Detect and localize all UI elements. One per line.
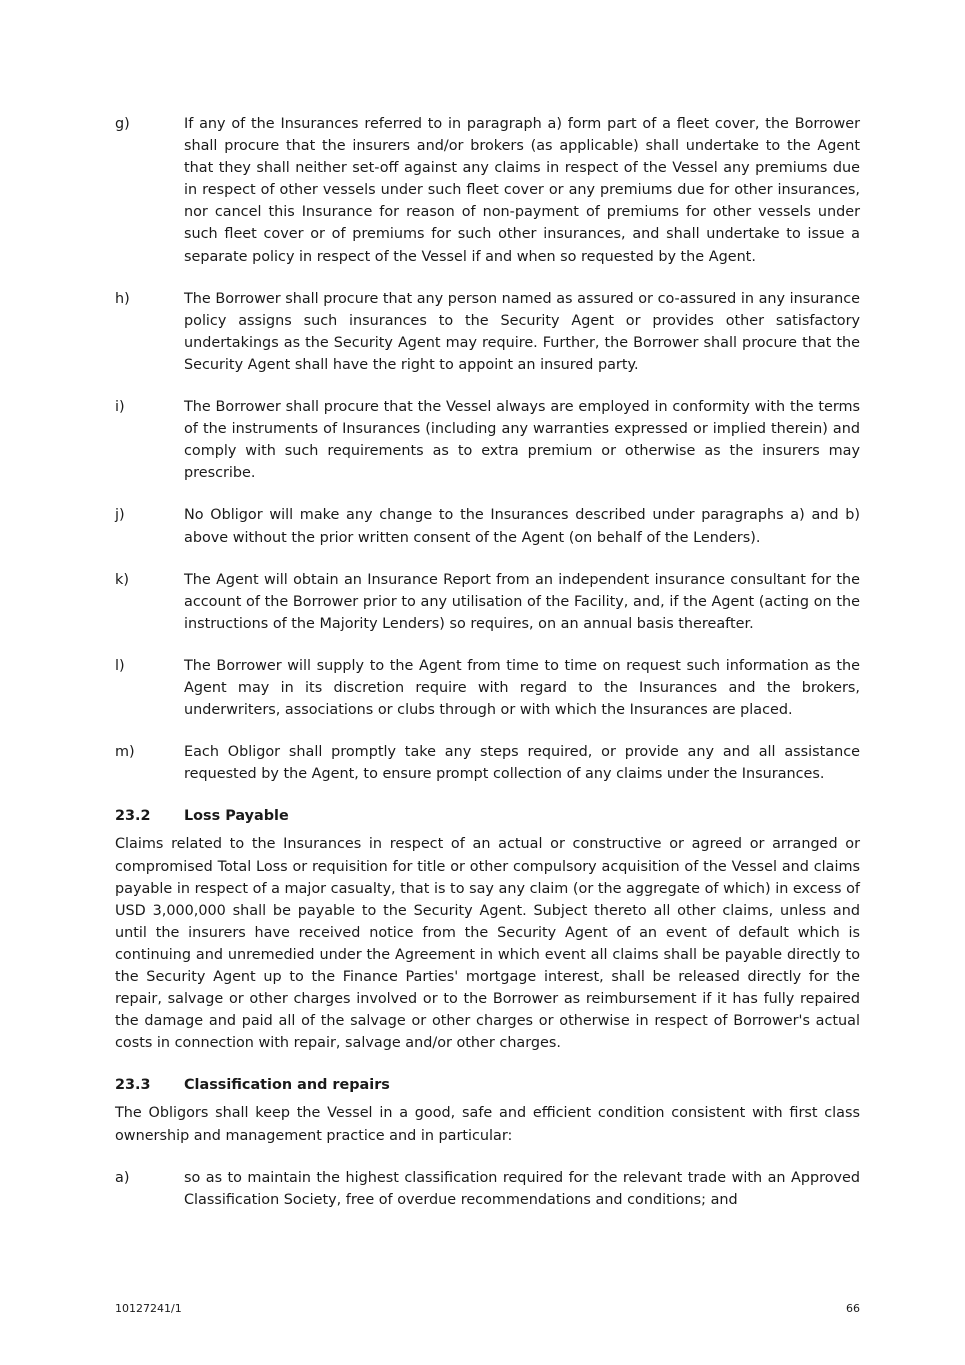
list-item-l [115,655,860,721]
section-body-classification: The Obligors shall keep the Vessel in a good, safe and efficient condition consistent with first class ownership and management practice and in particular: [115,1105,860,1144]
list-text: Each Obligor shall promptly take any steps required, or provide any and all assistance requested by the Agent, to ensure prompt collection of any claims under the Insurances. [184,744,860,783]
section-heading-classification [115,1074,860,1096]
list-label: a) [115,1169,130,1186]
list-label: h) [115,290,130,307]
list-item-a [115,1167,860,1211]
list-text: No Obligor will make any change to the Insurances described under paragraphs a) and b) above without the prior written consent of the Agent (on behalf of the Lenders). [184,507,860,546]
list-label: m) [115,744,135,761]
list-label: j) [115,507,125,524]
list-text: The Agent will obtain an Insurance Report from an independent insurance consultant for the account of the Borrower prior to any utilisation of the Facility, and, if the Agent (acting on the instructions of the Majority Lenders) so requires, on an annual basis thereafter. [184,571,860,632]
list-label: i) [115,399,125,416]
section-title: Classification and repairs [184,1077,390,1094]
list-item-i [115,396,860,484]
list-item-h [115,288,860,376]
list-item-j [115,504,860,548]
section-body-loss-payable: Claims related to the Insurances in respect of an actual or constructive or agreed or arranged or compromised Total Loss or requisition for title or other compulsory acquisition of the Vessel and claims payable in respect of a major casualty, that is to say any claim (or the aggregate of which) in excess of USD 3,000,000 shall be payable to the Security Agent. Subject thereto all other claims, unless and until the insurers have received notice from the Security Agent of an event of default which is continuing and unremedied under the Agreement in which event all claims shall be payable directly to the Security Agent up to the Finance Parties' mortgage interest, shall be released directly for the repair, salvage or other charges involved or to the Borrower as reimbursement if it has fully repaired the damage and paid all of the salvage or other charges or otherwise in respect of Borrower's actual costs in connection with repair, salvage and/or other charges. [115,836,860,1052]
list-text: If any of the Insurances referred to in paragraph a) form part of a fleet cover, the Borrower shall procure that the insurers and/or brokers (as applicable) shall undertake to the Agent that they shall neither set-off against any claims in respect of the Vessel any premiums due in respect of other vessels under such fleet cover or any premiums due for other insurances, nor cancel this Insurance for reason of non-payment of premiums for other vessels under such fleet cover or of premiums for such other insurances, and shall undertake to issue a separate policy in respect of the Vessel if and when so requested by the Agent. [184,116,860,265]
list-label: g) [115,116,130,132]
list-item-k [115,569,860,635]
list-label: l) [115,657,125,674]
section-number: 23.3 [115,1077,151,1094]
list-item-g [115,113,860,268]
footer-doc-ref: 10127241/1 [115,1302,182,1315]
list-text: The Borrower shall procure that the Vessel always are employed in conformity with the terms of the instruments of Insurances (including any warranties expressed or implied therein) and comply with such requirements as to extra premium or otherwise as the insurers may prescribe. [184,399,860,482]
section-title: Loss Payable [184,808,289,825]
list-text: The Borrower will supply to the Agent from time to time on request such information as the Agent may in its discretion require with regard to the Insurances and the brokers, underwriters, associations or clubs through or with which the Insurances are placed. [184,657,860,719]
list-text: so as to maintain the highest classification required for the relevant trade with an Approved Classification Society, free of overdue recommendations and conditions; and [184,1169,860,1208]
section-number: 23.2 [115,808,151,825]
footer-page-number: 66 [846,1302,860,1315]
page-content [115,113,860,1231]
list-text: The Borrower shall procure that any person named as assured or co-assured in any insurance policy assigns such insurances to the Security Agent or provides other satisfactory undertakings as the Security Agent may require. Further, the Borrower shall procure that the Security Agent shall have the right to appoint an insured party. [184,290,860,373]
section-heading-loss-payable [115,805,860,827]
list-item-m [115,741,860,785]
list-label: k) [115,571,129,588]
